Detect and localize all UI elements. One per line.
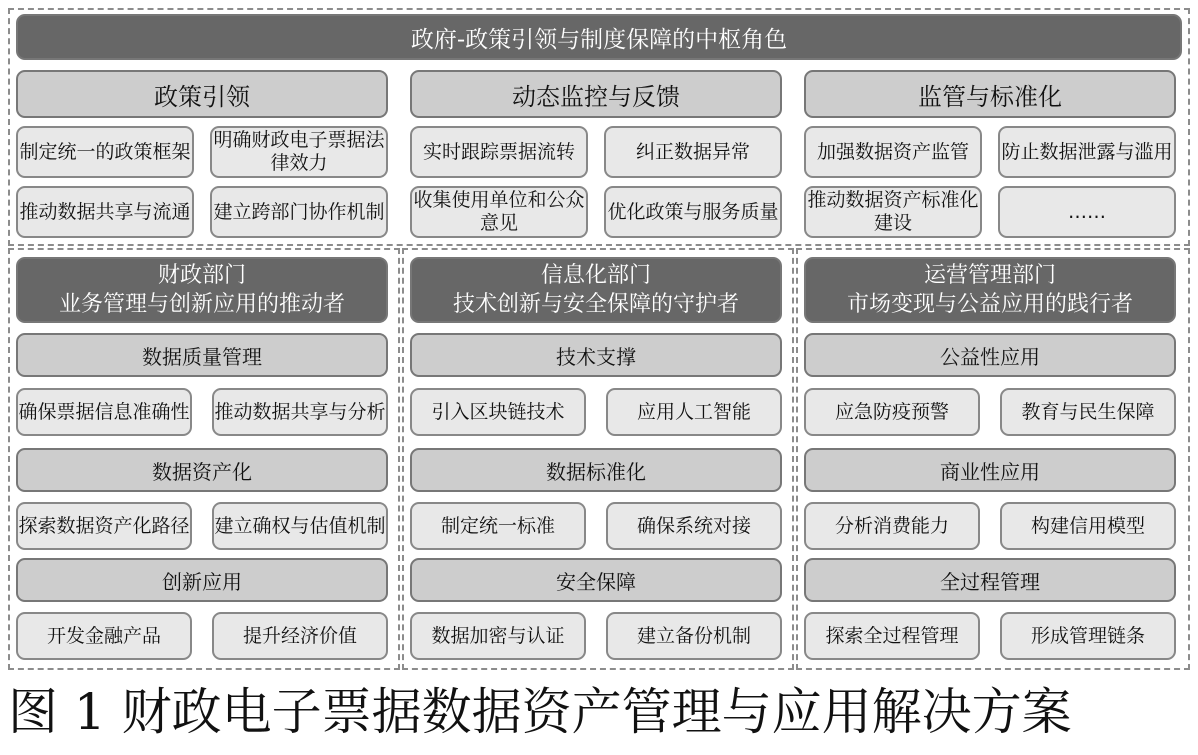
department-name: 运营管理部门 (923, 263, 1056, 288)
gov-item: 防止数据泄露与滥用 (998, 126, 1176, 178)
supervision-standardization-heading: 监管与标准化 (804, 70, 1176, 118)
section-item: 引入区块链技术 (410, 388, 586, 436)
department-name: 信息化部门 (540, 263, 651, 288)
department-role: 技术创新与安全保障的守护者 (452, 292, 739, 317)
gov-item: 纠正数据异常 (604, 126, 782, 178)
policy-guidance-heading: 政策引领 (16, 70, 388, 118)
section-item: 推动数据共享与分析 (212, 388, 388, 436)
section-item: 数据加密与认证 (410, 612, 586, 660)
section-item: 分析消费能力 (804, 502, 980, 550)
operations-department-title (804, 257, 1176, 323)
gov-item: 实时跟踪票据流转 (410, 126, 588, 178)
section-heading: 全过程管理 (804, 558, 1176, 602)
section-item: 应用人工智能 (606, 388, 782, 436)
gov-item: 建立跨部门协作机制 (210, 186, 388, 238)
section-heading: 数据标准化 (410, 448, 782, 492)
section-item: 提升经济价值 (212, 612, 388, 660)
gov-item: 优化政策与服务质量 (604, 186, 782, 238)
section-heading: 创新应用 (16, 558, 388, 602)
section-item: 探索全过程管理 (804, 612, 980, 660)
gov-item: 加强数据资产监管 (804, 126, 982, 178)
figure-caption: 图 1 财政电子票据数据资产管理与应用解决方案 (8, 683, 1072, 741)
gov-item: …… (998, 186, 1176, 238)
gov-item: 收集使用单位和公众意见 (410, 186, 588, 238)
section-item: 制定统一标准 (410, 502, 586, 550)
dynamic-monitoring-heading: 动态监控与反馈 (410, 70, 782, 118)
section-heading: 数据资产化 (16, 448, 388, 492)
section-item: 确保系统对接 (606, 502, 782, 550)
section-item: 应急防疫预警 (804, 388, 980, 436)
finance-department-title (16, 257, 388, 323)
section-heading: 数据质量管理 (16, 333, 388, 377)
department-role: 市场变现与公益应用的践行者 (846, 292, 1133, 317)
gov-item: 制定统一的政策框架 (16, 126, 194, 178)
section-heading: 技术支撑 (410, 333, 782, 377)
it-department-title (410, 257, 782, 323)
department-name: 财政部门 (157, 263, 246, 288)
gov-item: 推动数据资产标准化建设 (804, 186, 982, 238)
section-item: 形成管理链条 (1000, 612, 1176, 660)
section-heading: 公益性应用 (804, 333, 1176, 377)
section-heading: 商业性应用 (804, 448, 1176, 492)
department-role: 业务管理与创新应用的推动者 (58, 292, 345, 317)
gov-item: 推动数据共享与流通 (16, 186, 194, 238)
section-heading: 安全保障 (410, 558, 782, 602)
section-item: 确保票据信息准确性 (16, 388, 192, 436)
section-item: 教育与民生保障 (1000, 388, 1176, 436)
section-item: 探索数据资产化路径 (16, 502, 192, 550)
section-item: 开发金融产品 (16, 612, 192, 660)
government-title: 政府-政策引领与制度保障的中枢角色 (16, 14, 1182, 60)
section-item: 建立备份机制 (606, 612, 782, 660)
section-item: 建立确权与估值机制 (212, 502, 388, 550)
section-item: 构建信用模型 (1000, 502, 1176, 550)
gov-item: 明确财政电子票据法律效力 (210, 126, 388, 178)
